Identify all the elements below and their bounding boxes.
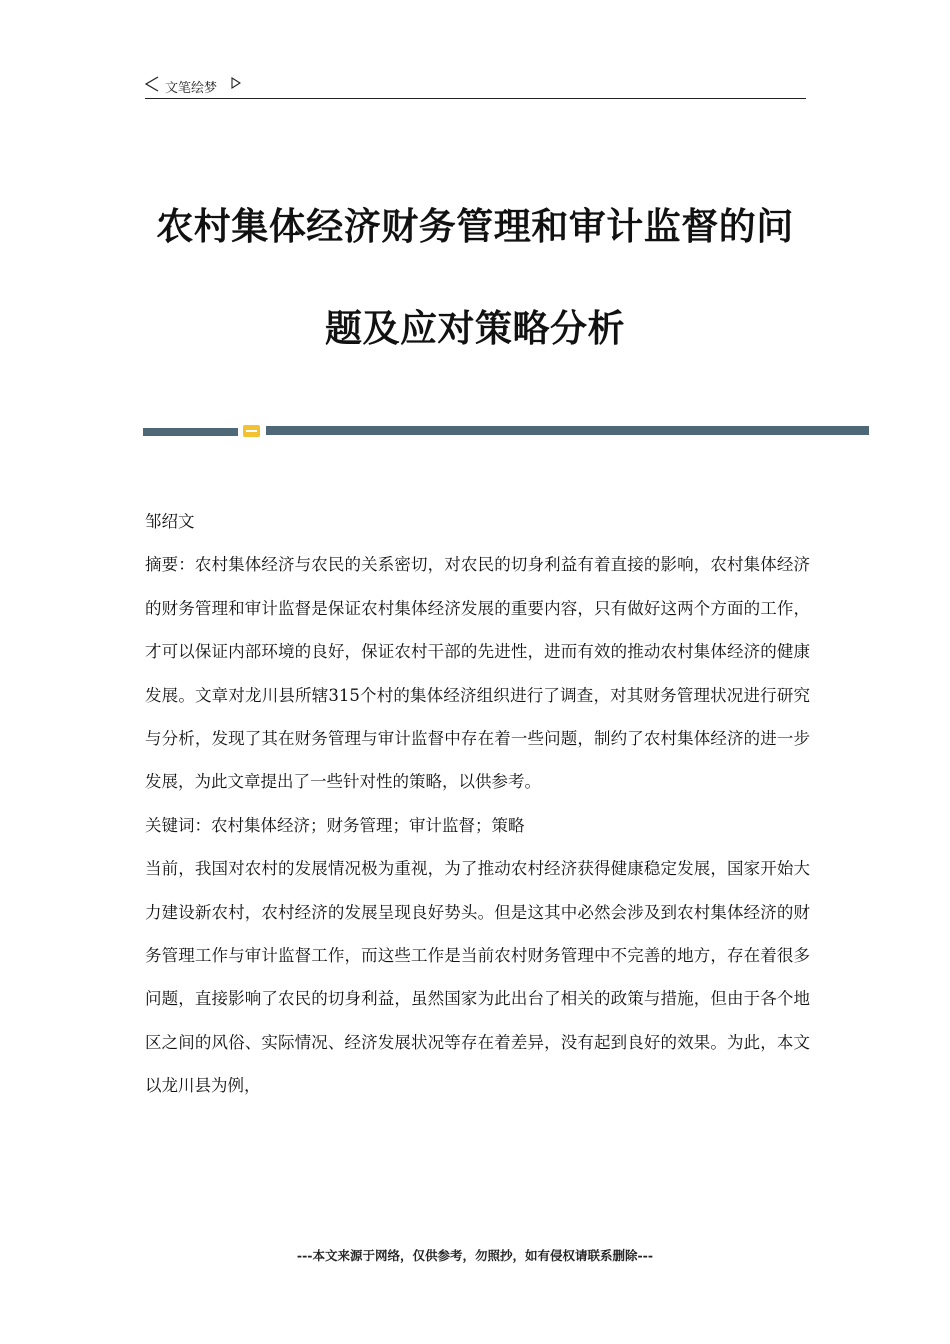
author: 邹绍文 [145, 512, 195, 531]
document-body [145, 500, 810, 1108]
title-line-1: 农村集体经济财务管理和审计监督的问 [156, 205, 794, 248]
page-footer: ---本文来源于网络，仅供参考，勿照抄，如有侵权请联系删除--- [296, 1248, 654, 1263]
divider-bar-right [266, 426, 869, 435]
page-header [145, 74, 806, 99]
title-line-2: 题及应对策略分析 [325, 307, 625, 350]
divider-bar-left [143, 428, 238, 436]
header-brand: 文笔绘梦 [165, 81, 218, 96]
title-divider [143, 425, 869, 439]
divider-badge-icon [243, 425, 260, 437]
keywords-paragraph: 关键词：农村集体经济；财务管理；审计监督；策略 [145, 815, 525, 835]
abstract-paragraph: 摘要：农村集体经济与农民的关系密切，对农民的切身利益有着直接的影响，农村集体经济的财务管理和审计监督是保证农村集体经济发展的重要内容，只有做好这两个方面的工作，才可以保证内部环境的良好，保证农村干部的先进性，进而有效的推动农村集体经济的健康发展。文章对龙川县所辖315个村的集体经济组织进行了调查，对其财务管理状况进行研究与分析，发现了其在财务管理与审计监督中存在着一些问题，制约了农村集体经济的进一步发展，为此文章提出了一些针对性的策略，以供参考。 [145, 555, 810, 792]
triangle-right-icon [231, 77, 241, 89]
triangle-left-icon [145, 76, 159, 92]
document-title [140, 176, 810, 380]
body-paragraph: 当前，我国对农村的发展情况极为重视，为了推动农村经济获得健康稳定发展，国家开始大力建设新农村，农村经济的发展呈现良好势头。但是这其中必然会涉及到农村集体经济的财务管理工作与审计监督工作，而这些工作是当前农村财务管理中不完善的地方，存在着很多问题，直接影响了农民的切身利益，虽然国家为此出台了相关的政策与措施，但由于各个地区之间的风俗、实际情况、经济发展状况等存在着差异，没有起到良好的效果。为此，本文以龙川县为例， [145, 859, 810, 1096]
